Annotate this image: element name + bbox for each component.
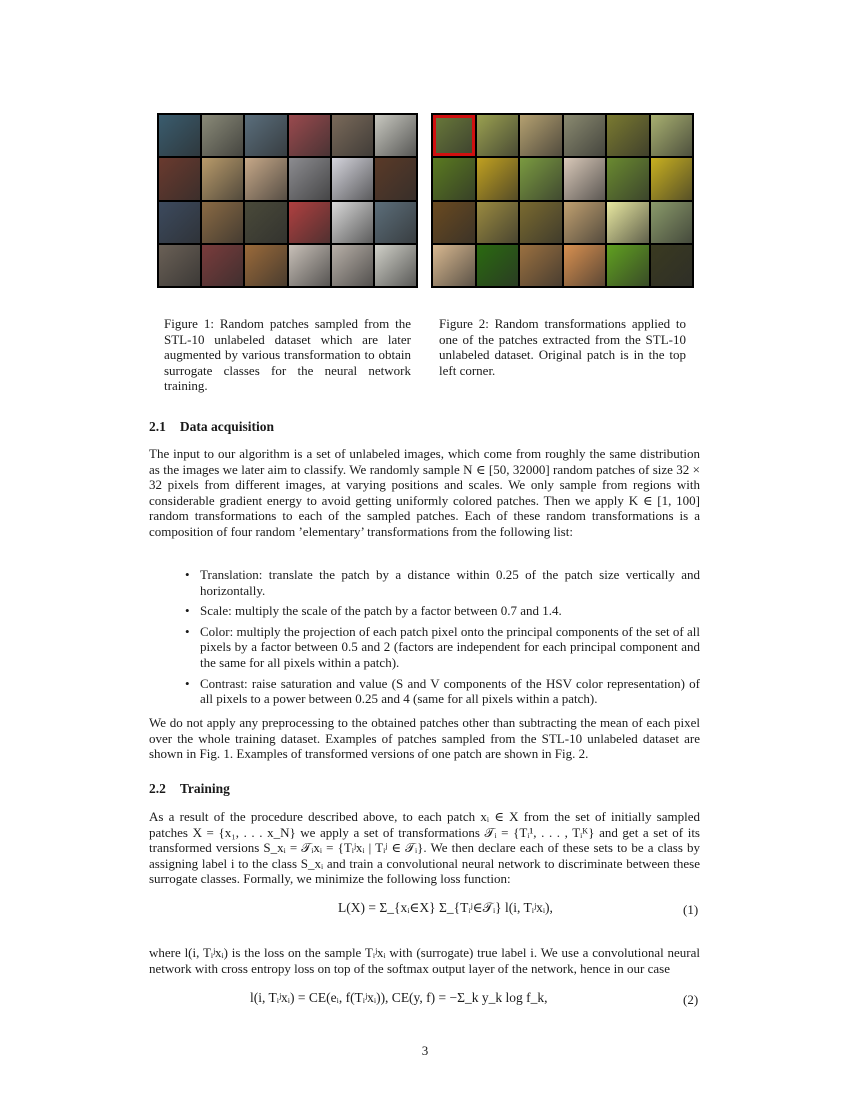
section-number: 2.2: [149, 781, 166, 796]
image-patch: [159, 202, 200, 243]
image-patch: [607, 115, 649, 156]
figure1-patch-grid: [157, 113, 418, 288]
image-patch: [433, 158, 475, 199]
image-patch: [332, 115, 373, 156]
image-patch: [245, 202, 286, 243]
image-patch: [375, 115, 416, 156]
image-patch: [245, 245, 286, 286]
image-patch: [651, 245, 693, 286]
image-patch: [607, 245, 649, 286]
image-patch: [477, 158, 519, 199]
figure2-caption: Figure 2: Random transformations applied to one of the patches extracted from the STL-10 unlabeled dataset. Original patch is in the top left corner.: [439, 316, 686, 378]
image-patch: [520, 158, 562, 199]
image-patch: [651, 202, 693, 243]
section-2-2-heading: [149, 781, 230, 797]
image-patch: [477, 245, 519, 286]
image-patch: [202, 202, 243, 243]
image-patch: [433, 115, 475, 156]
image-patch: [289, 158, 330, 199]
list-item: • Scale: multiply the scale of the patch by a factor between 0.7 and 1.4.: [185, 603, 700, 619]
image-patch: [332, 158, 373, 199]
image-patch: [477, 115, 519, 156]
image-patch: [202, 158, 243, 199]
image-patch: [332, 202, 373, 243]
section-2-1-heading: [149, 419, 274, 435]
image-patch: [375, 202, 416, 243]
section-2-1-paragraph-1: The input to our algorithm is a set of unlabeled images, which come from roughly the same distribution as the images we later aim to classify. We randomly sample N ∈ [50, 32000] random patches of size 32 × 32 pixels from different images, at varying positions and scales. We only sample from regions with considerable gradient energy to avoid getting uniformly colored patches. Then we apply K ∈ [1, 100] random transformations to each of the sampled patches. Each of these random transformations is a composition of four random ’elementary’ transformations from the following list:: [149, 446, 700, 539]
image-patch: [651, 115, 693, 156]
image-patch: [159, 115, 200, 156]
image-patch: [375, 158, 416, 199]
transformations-list: [185, 567, 700, 712]
image-patch: [159, 245, 200, 286]
image-patch: [651, 158, 693, 199]
image-patch: [564, 115, 606, 156]
image-patch: [289, 115, 330, 156]
page-number: 3: [421, 1043, 429, 1058]
image-patch: [520, 245, 562, 286]
equation-2-number: (2): [683, 992, 699, 1007]
image-patch: [520, 115, 562, 156]
figure2-transform-grid: [431, 113, 694, 288]
image-patch: [289, 202, 330, 243]
image-patch: [477, 202, 519, 243]
image-patch: [375, 245, 416, 286]
image-patch: [433, 245, 475, 286]
image-patch: [202, 115, 243, 156]
image-patch: [332, 245, 373, 286]
image-patch: [607, 202, 649, 243]
list-item: • Color: multiply the projection of each patch pixel onto the principal components of the set of all pixels by a factor between 0.5 and 2 (factors are independent for each principal component and the same for all pixels within a patch).: [185, 624, 700, 671]
image-patch: [289, 245, 330, 286]
image-patch: [520, 202, 562, 243]
section-2-1-paragraph-2: We do not apply any preprocessing to the obtained patches other than subtracting the mean of each pixel over the whole training dataset. Examples of patches sampled from the STL-10 unlabeled dataset are shown in Fig. 1. Examples of transformed versions of one patch are shown in Fig. 2.: [149, 715, 700, 762]
section-2-2-paragraph-2: where l(i, Tᵢʲxᵢ) is the loss on the sample Tᵢʲxᵢ with (surrogate) true label i. We use a convolutional neural network with cross entropy loss on top of the softmax output layer of the network, hence in our case: [149, 945, 700, 976]
section-2-2-paragraph-1: As a result of the procedure described above, to each patch xᵢ ∈ X from the set of initially sampled patches X = {x₁, . . . x_N} we apply a set of transformations 𝒯ᵢ = {Tᵢ¹, . . . , Tᵢᴷ} and get a set of its transformed versions S_xᵢ = 𝒯ᵢxᵢ = {Tᵢʲxᵢ | Tᵢʲ ∈ 𝒯ᵢ}. We then declare each of these sets to be a class by assigning label i to the class S_xᵢ and train a convolutional neural network to discriminate between these surrogate classes. Formally, we minimize the following loss function:: [149, 809, 700, 887]
image-patch: [564, 202, 606, 243]
figure1-caption: Figure 1: Random patches sampled from the STL-10 unlabeled dataset which are later augmented by various transformation to obtain surrogate classes for the neural network training.: [164, 316, 411, 393]
image-patch: [159, 158, 200, 199]
image-patch: [245, 158, 286, 199]
equation-1: L(X) = Σ_{xᵢ∈X} Σ_{Tᵢʲ∈𝒯ᵢ} l(i, Tᵢʲxᵢ),: [338, 900, 553, 915]
equation-2: l(i, Tᵢʲxᵢ) = CE(eᵢ, f(Tᵢʲxᵢ)), CE(y, f) = −Σ_k y_k log f_k,: [250, 990, 548, 1005]
image-patch: [245, 115, 286, 156]
equation-1-number: (1): [683, 902, 699, 917]
section-title: Training: [179, 781, 230, 796]
image-patch: [564, 245, 606, 286]
image-patch: [202, 245, 243, 286]
list-item: • Translation: translate the patch by a distance within 0.25 of the patch size vertically and horizontally.: [185, 567, 700, 598]
image-patch: [564, 158, 606, 199]
image-patch: [433, 202, 475, 243]
list-item: • Contrast: raise saturation and value (S and V components of the HSV color representation) of all pixels to a power between 0.25 and 4 (same for all pixels within a patch).: [185, 676, 700, 707]
section-number: 2.1: [149, 419, 166, 434]
section-title: Data acquisition: [179, 419, 275, 434]
image-patch: [607, 158, 649, 199]
